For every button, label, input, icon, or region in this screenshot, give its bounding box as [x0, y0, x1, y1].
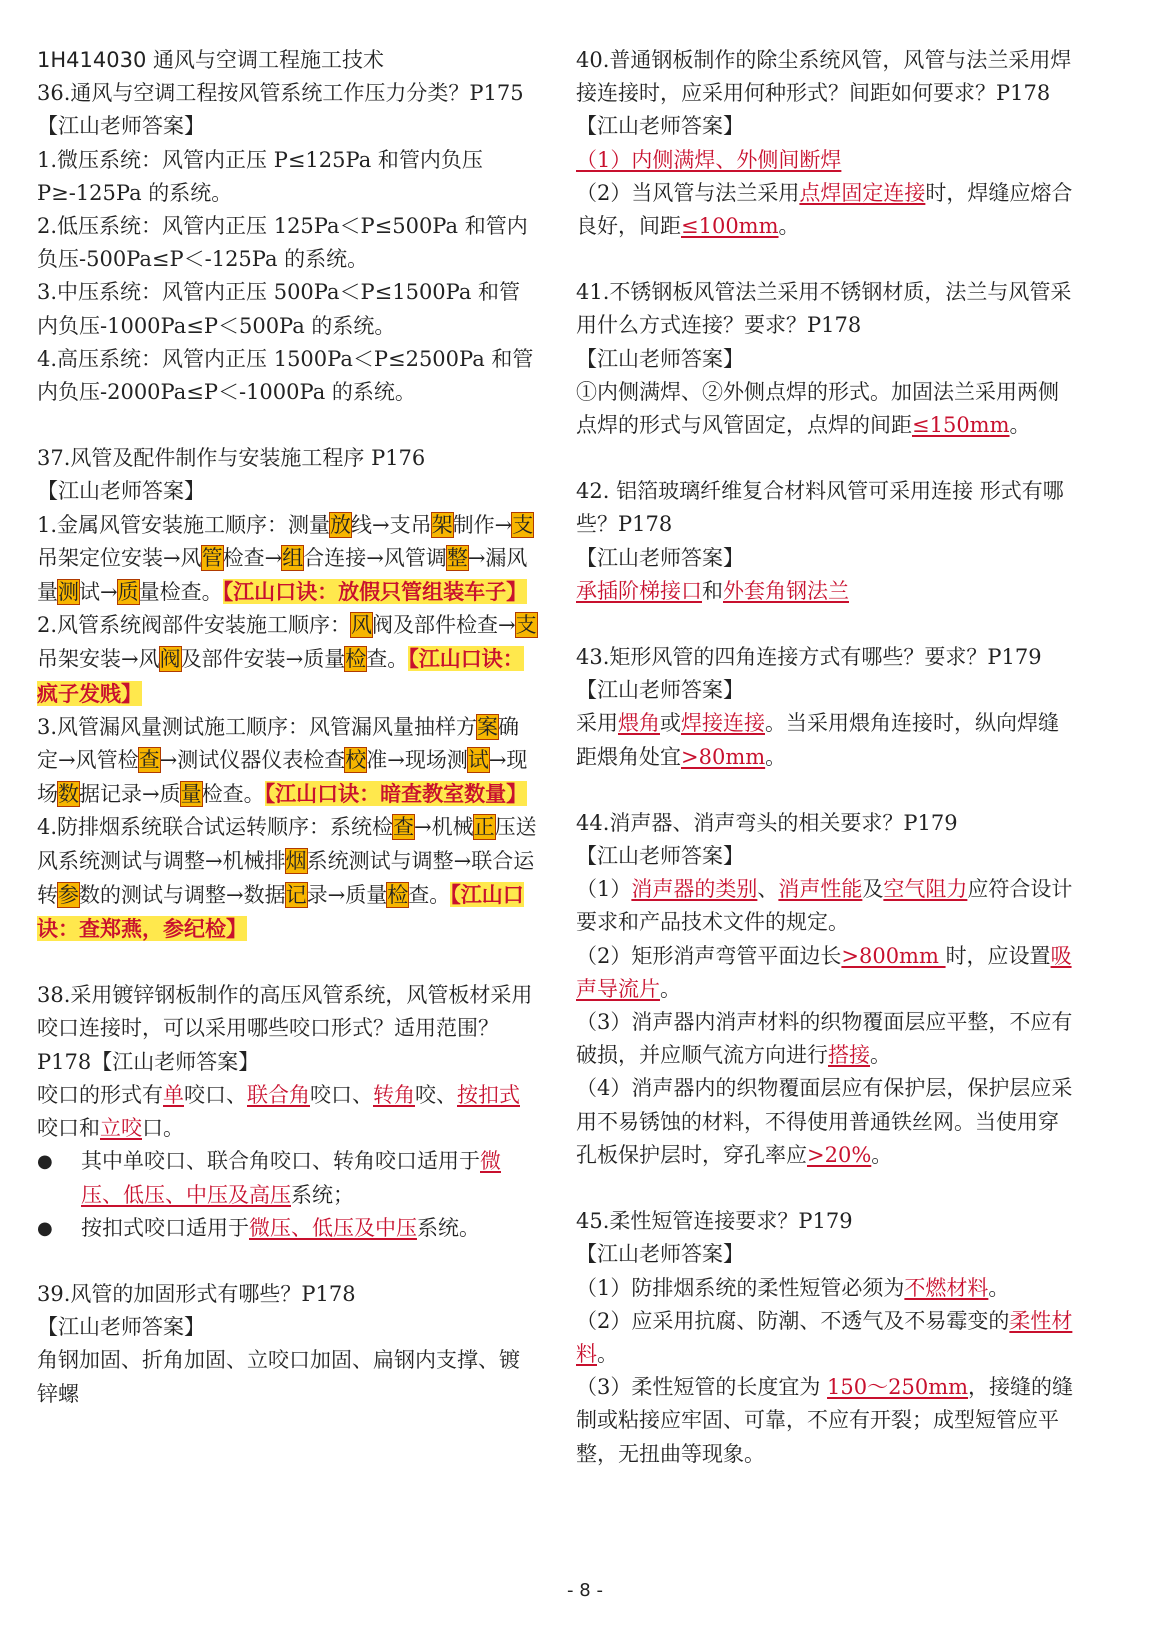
- question-41: 41.不锈钢板风管法兰采用不锈钢材质，法兰与风管采用什么方式连接？要求？P178: [576, 280, 1072, 338]
- mnemonic: 【江山口诀：查郑燕，参纪检】: [37, 881, 524, 942]
- answer-40-2: （2）当风管与法兰采用点焊固定连接时，焊缝应熔合良好，间距≤100mm。: [576, 180, 1073, 239]
- question-40: 40.普通钢板制作的除尘系统风管，风管与法兰采用焊接连接时，应采用何种形式？间距如何要求？P178: [576, 48, 1072, 106]
- answer-44-3: （3）消声器内消声材料的织物覆面层应平整，不应有破损，并应顺气流方向进行搭接。: [576, 1010, 1073, 1068]
- answer-36-1: 1.微压系统：风管内正压 P≤125Pa 和管内负压 P≥-125Pa 的系统。: [37, 147, 483, 205]
- answer-42: 承插阶梯接口和外套角钢法兰: [576, 578, 849, 603]
- answer-label: 【江山老师答案】: [576, 678, 744, 703]
- answer-label: 【江山老师答案】: [576, 1242, 744, 1267]
- answer-37-4: 4.防排烟系统联合试运转顺序：系统检查→机械正压送风系统测试与调整→机械排烟系统测试与调整→联合运转参数的测试与调整→数据记录→质量检查。【江山口诀：查郑燕，参纪检】: [37, 815, 537, 942]
- answer-43: 采用煨角或焊接连接。当采用煨角连接时，纵向焊缝距煨角处宜>80mm。: [576, 711, 1059, 769]
- answer-45-3: （3）柔性短管的长度宜为 150～250mm，接缝的缝制或粘接应牢固、可靠，不应有开裂；成型短管应平整，无扭曲等现象。: [576, 1375, 1074, 1466]
- question-38: 38.采用镀锌钢板制作的高压风管系统，风管板材采用咬口连接时，可以采用哪些咬口形式？适用范围？P178【江山老师答案】: [37, 983, 533, 1074]
- answer-44-2: （2）矩形消声弯管平面边长>800mm 时，应设置吸声导流片。: [576, 943, 1072, 1001]
- answer-36-3: 3.中压系统：风管内正压 500Pa＜P≤1500Pa 和管内负压-1000Pa≤P＜500Pa 的系统。: [37, 280, 521, 338]
- answer-label: 【江山老师答案】: [37, 114, 205, 139]
- right-column: [576, 44, 1076, 1471]
- question-37: 37.风管及配件制作与安装施工程序 P176: [37, 446, 426, 471]
- answer-36-2: 2.低压系统：风管内正压 125Pa＜P≤500Pa 和管内负压-500Pa≤P＜-125Pa 的系统。: [37, 214, 528, 272]
- bullet-item: ● 其中单咬口、联合角咬口、转角咬口适用于微压、低压、中压及高压系统；: [37, 1145, 537, 1211]
- answer-label: 【江山老师答案】: [576, 545, 744, 570]
- question-44: 44.消声器、消声弯头的相关要求？P179: [576, 810, 958, 835]
- mnemonic: 【江山口诀：暗查教室数量】: [264, 781, 528, 807]
- question-43: 43.矩形风管的四角连接方式有哪些？要求？P179: [576, 645, 1042, 670]
- answer-40-1: （1）内侧满焊、外侧间断焊: [576, 147, 842, 172]
- answer-45-1: （1）防排烟系统的柔性短管必须为不燃材料。: [576, 1275, 1010, 1300]
- answer-36-4: 4.高压系统：风管内正压 1500Pa＜P≤2500Pa 和管内负压-2000Pa≤P＜-1000Pa 的系统。: [37, 346, 534, 405]
- mnemonic: 【江山口诀：疯子发贱】: [37, 646, 524, 706]
- question-45: 45.柔性短管连接要求？P179: [576, 1209, 853, 1234]
- bullet-item: ● 按扣式咬口适用于微压、低压及中压系统。: [37, 1212, 537, 1245]
- answer-37-2: 2.风管系统阀部件安装施工顺序：风阀及部件检查→支吊架安装→风阀及部件安装→质量检查。【江山口诀：疯子发贱】: [37, 613, 537, 706]
- answer-37-3: 3.风管漏风量测试施工顺序：风管漏风量抽样方案确定→风管检查→测试仪器仪表检查校准→现场测试→现场数据记录→质量检查。【江山口诀：暗查教室数量】: [37, 714, 528, 807]
- question-42: 42. 铝箔玻璃纤维复合材料风管可采用连接 形式有哪些？P178: [576, 479, 1064, 537]
- mnemonic: 【江山口诀：放假只管组装车子】: [222, 579, 528, 605]
- answer-41: ①内侧满焊、②外侧点焊的形式。加固法兰采用两侧点焊的形式与风管固定，点焊的间距≤150mm。: [576, 379, 1059, 438]
- question-36: 36.通风与空调工程按风管系统工作压力分类？P175: [37, 81, 524, 106]
- answer-label: 【江山老师答案】: [37, 1315, 205, 1340]
- page-number: - 8 -: [567, 1580, 603, 1601]
- answer-44-4: （4）消声器内的织物覆面层应有保护层，保护层应采用不易锈蚀的材料，不得使用普通铁丝网。当使用穿孔板保护层时，穿孔率应>20%。: [576, 1076, 1073, 1167]
- answer-label: 【江山老师答案】: [37, 479, 205, 504]
- left-column: [37, 44, 537, 1411]
- answer-38: 咬口的形式有单咬口、联合角咬口、转角咬、按扣式咬口和立咬口。: [37, 1082, 520, 1141]
- answer-label: 【江山老师答案】: [576, 346, 744, 371]
- answer-45-2: （2）应采用抗腐、防潮、不透气及不易霉变的柔性材料。: [576, 1308, 1073, 1366]
- section-title: 1H414030 通风与空调工程施工技术: [37, 48, 384, 72]
- question-39: 39.风管的加固形式有哪些？P178: [37, 1281, 356, 1306]
- answer-37-1: 1.金属风管安装施工顺序：测量放线→支吊架制作→支吊架定位安装→风管检查→组合连接→风管调整→漏风量测试→质量检查。【江山口诀：放假只管组装车子】: [37, 512, 534, 605]
- answer-39: 角钢加固、折角加固、立咬口加固、扁钢内支撑、镀锌螺: [37, 1348, 520, 1406]
- answer-label: 【江山老师答案】: [576, 114, 744, 139]
- answer-label: 【江山老师答案】: [576, 844, 744, 869]
- answer-44-1: （1）消声器的类别、消声性能及空气阻力应符合设计要求和产品技术文件的规定。: [576, 877, 1073, 935]
